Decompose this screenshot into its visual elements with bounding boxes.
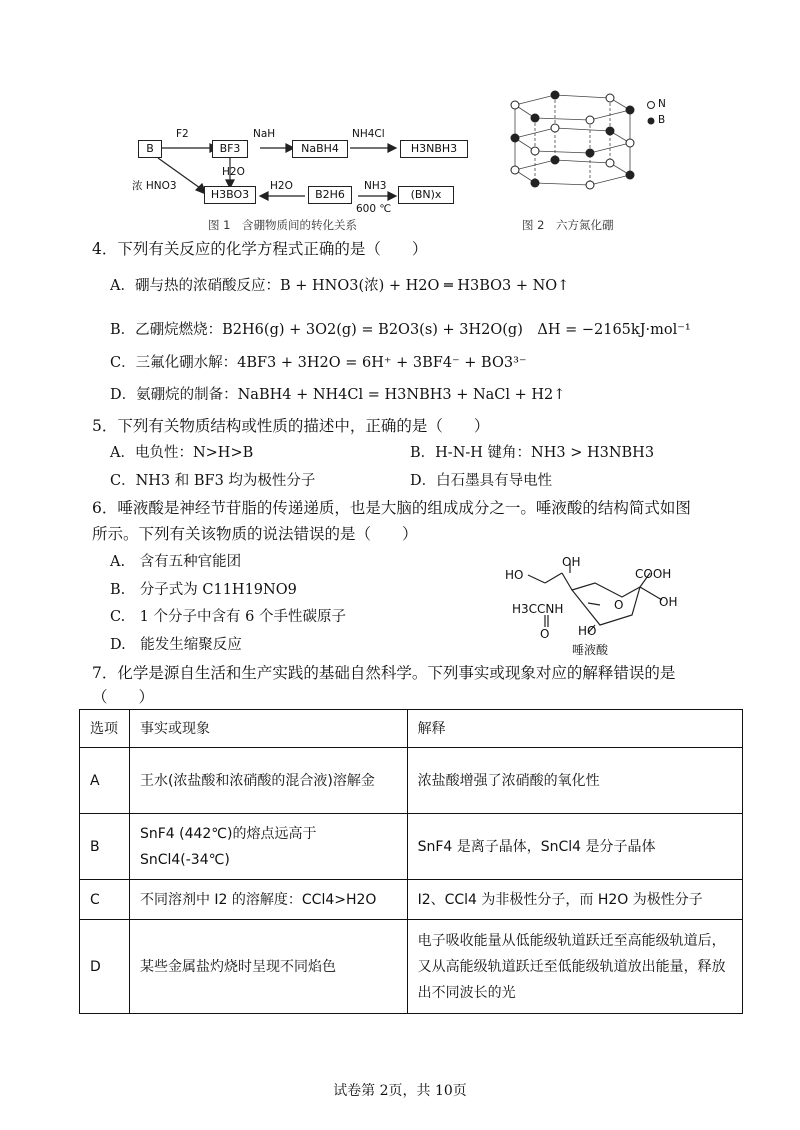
row-c-explanation: I2、CCl4 为非极性分子，而 H2O 为极性分子	[407, 880, 742, 920]
label-h2o-left: H2O	[270, 180, 293, 192]
row-b-fact: SnF4 (442℃)的熔点远高于SnCl4(-34℃)	[129, 814, 407, 880]
label-nah: NaH	[253, 128, 276, 140]
legend-b: B	[658, 114, 666, 126]
row-a-fact: 王水(浓盐酸和浓硝酸的混合液)溶解金	[129, 748, 407, 814]
q4-option-d: D．氨硼烷的制备：NaBH4 + NH4Cl = H3NBH3 + NaCl + H2↑	[110, 387, 566, 403]
box-bn: (BN)x	[398, 186, 454, 204]
struct-cooh: COOH	[635, 567, 672, 581]
struct-ho-bottom: HO	[578, 624, 597, 638]
header-explanation: 解释	[407, 710, 742, 748]
legend-markers	[646, 99, 658, 129]
figure-1-caption: 图 1 含硼物质间的转化关系	[208, 218, 357, 232]
row-c-option: C	[80, 880, 130, 920]
row-b-explanation: SnF4 是离子晶体，SnCl4 是分子晶体	[407, 814, 742, 880]
q6-option-d: D. 能发生缩聚反应	[110, 637, 242, 653]
struct-name: 唾液酸	[572, 643, 609, 657]
legend-n: N	[658, 98, 666, 110]
row-c-fact: 不同溶剂中 I2 的溶解度：CCl4>H2O	[129, 880, 407, 920]
row-d-fact: 某些金属盐灼烧时呈现不同焰色	[129, 920, 407, 1014]
q6-option-a: A. 含有五种官能团	[110, 554, 242, 570]
q5-option-a: A．电负性：N>H>B	[110, 445, 254, 461]
hexagonal-bn-lattice	[495, 90, 645, 210]
q7-answer-paren: （ ）	[92, 688, 155, 706]
table-row	[80, 880, 743, 920]
box-h3bo3: H3BO3	[204, 186, 256, 204]
struct-ho-left: HO	[505, 568, 524, 582]
struct-carbonyl-o: O	[540, 627, 550, 641]
q4-option-c: C．三氟化硼水解：4BF3 + 3H2O = 6H⁺ + 3BF4⁻ + BO3³⁻	[110, 355, 527, 371]
row-d-option: D	[80, 920, 130, 1014]
struct-amide: H3CCNH	[512, 602, 564, 616]
q6-stem-line2: 所示。下列有关该物质的说法错误的是（ ）	[92, 525, 418, 543]
label-h2o-down: H2O	[222, 166, 245, 178]
q7-table	[79, 709, 743, 1014]
q4-option-b: B．乙硼烷燃烧：B2H6(g) + 3O2(g) = B2O3(s) + 3H2O(g) ΔH = −2165kJ·mol⁻¹	[110, 322, 691, 338]
label-f2: F2	[176, 128, 189, 140]
label-nh3: NH3	[364, 180, 387, 192]
row-d-explanation: 电子吸收能量从低能级轨道跃迁至高能级轨道后，又从高能级轨道跃迁至低能级轨道放出能量，释放出不同波长的光	[407, 920, 742, 1014]
q5-option-d: D．白石墨具有导电性	[410, 473, 553, 489]
box-b: B	[138, 140, 162, 158]
q6-option-c: C. 1 个分子中含有 6 个手性碳原子	[110, 609, 346, 625]
struct-oh-top: OH	[562, 555, 581, 569]
row-a-explanation: 浓盐酸增强了浓硝酸的氧化性	[407, 748, 742, 814]
q5-stem: 5．下列有关物质结构或性质的描述中，正确的是（ ）	[92, 417, 490, 435]
box-bf3: BF3	[212, 140, 248, 158]
q6-stem-line1: 6．唾液酸是神经节苷脂的传递递质，也是大脑的组成成分之一。唾液酸的结构简式如图	[92, 499, 691, 517]
q5-option-b: B．H-N-H 键角：NH3 > H3NBH3	[410, 445, 655, 461]
label-temp: 600 ℃	[356, 203, 392, 215]
q4-stem: 4．下列有关反应的化学方程式正确的是（ ）	[92, 240, 428, 258]
q6-option-b: B. 分子式为 C11H19NO9	[110, 582, 297, 598]
table-row	[80, 748, 743, 814]
row-a-option: A	[80, 748, 130, 814]
table-header-row	[80, 710, 743, 748]
table-row	[80, 814, 743, 880]
label-nh4cl: NH4Cl	[352, 128, 385, 140]
q5-option-c: C．NH3 和 BF3 均为极性分子	[110, 473, 316, 489]
label-hno3: 浓 HNO3	[132, 180, 177, 192]
box-b2h6: B2H6	[308, 186, 352, 204]
struct-oh-right: OH	[659, 595, 678, 609]
figure-2-caption: 图 2 六方氮化硼	[522, 218, 614, 232]
header-fact: 事实或现象	[129, 710, 407, 748]
row-b-option: B	[80, 814, 130, 880]
q7-stem: 7．化学是源自生活和生产实践的基础自然科学。下列事实或现象对应的解释错误的是	[92, 664, 676, 682]
page-footer: 试卷第 2页，共 10页	[333, 1083, 467, 1099]
table-row	[80, 920, 743, 1014]
box-nabh4: NaBH4	[292, 140, 348, 158]
header-option: 选项	[80, 710, 130, 748]
q4-option-a: A．硼与热的浓硝酸反应：B + HNO3(浓) + H2O ═ H3BO3 + NO↑	[110, 278, 570, 294]
box-h3nbh3: H3NBH3	[400, 140, 468, 158]
struct-ring-o: O	[614, 598, 624, 612]
